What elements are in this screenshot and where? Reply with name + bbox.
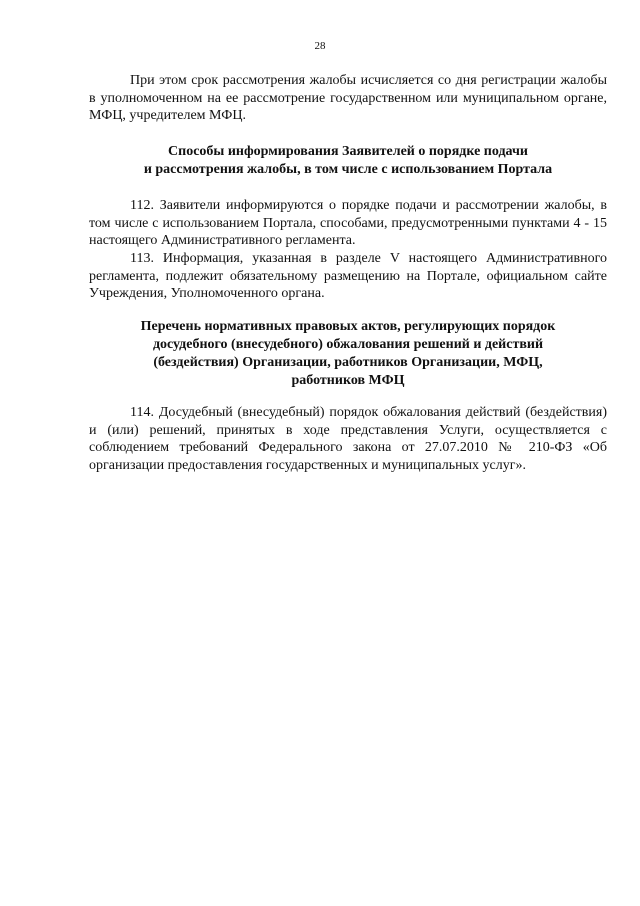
- heading-line: и рассмотрения жалобы, в том числе с использованием Портала: [143, 162, 553, 177]
- paragraph-113: 113. Информация, указанная в разделе V настоящего Административного регламента, подлежит обязательному размещению на Портале, официальном сайте Учреждения, Уполномоченного органа.: [89, 251, 607, 301]
- paragraph-112: 112. Заявители информируются о порядке подачи и рассмотрении жалобы, в том числе с использованием Портала, способами, предусмотренными пунктами 4 - 15 настоящего Административного регламента.: [89, 198, 607, 248]
- paragraph-113-block: [89, 250, 607, 303]
- heading-line: досудебного (внесудебного) обжалования решений и действий: [152, 337, 544, 352]
- heading-line: работников МФЦ: [291, 373, 405, 388]
- intro-paragraph: При этом срок рассмотрения жалобы исчисляется со дня регистрации жалобы в уполномоченном на ее рассмотрение государственном или муниципальном органе, МФЦ, учредителем МФЦ.: [89, 73, 607, 123]
- section-heading-informing: [89, 143, 607, 179]
- paragraph-114: 114. Досудебный (внесудебный) порядок обжалования действий (бездействия) и (или) решений, принятых в ходе представления Услуги, осуществляется с соблюдением требований Федерального закона от 27.07.2010 № 210-ФЗ «Об организации предоставления государственных и муниципальных услуг».: [89, 405, 607, 473]
- paragraph-112-block: [89, 197, 607, 250]
- heading-line: (бездействия) Организации, работников Организации, МФЦ,: [153, 355, 543, 370]
- heading-line: Способы информирования Заявителей о порядке подачи: [168, 144, 528, 159]
- paragraph-114-block: [89, 404, 607, 474]
- section-heading-legal-acts: [89, 318, 607, 390]
- heading-line: Перечень нормативных правовых актов, регулирующих порядок: [140, 319, 556, 334]
- page-number: 28: [314, 40, 326, 52]
- intro-paragraph-block: [89, 72, 607, 125]
